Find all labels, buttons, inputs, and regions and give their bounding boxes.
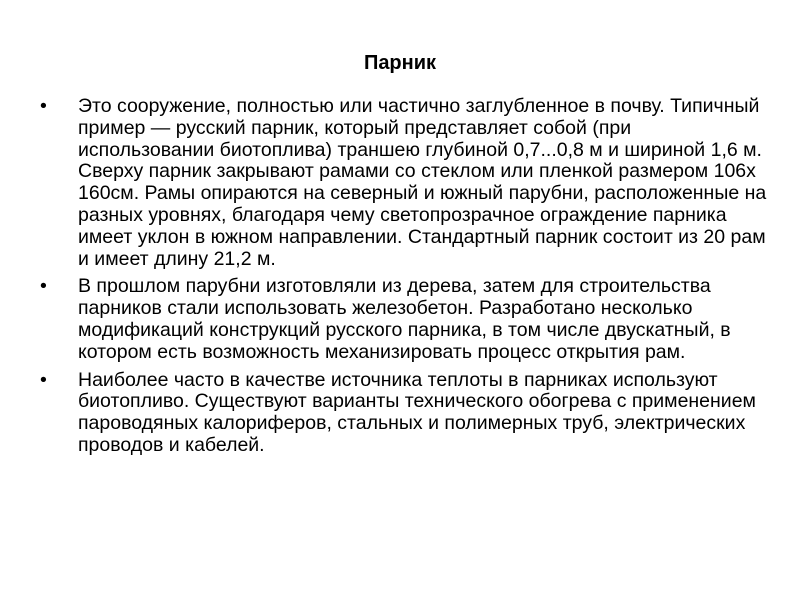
bullet-marker: • (40, 275, 47, 298)
bullet-list (40, 96, 770, 463)
bullet-item (40, 96, 770, 270)
bullet-marker: • (40, 95, 47, 117)
bullet-text: В прошлом парубни изготовляли из дерева, затем для строительства парников стали использовать железобетон. Разработано несколько модификаций конструкций русского парника, в том числе двускатный, в котором есть возможность механизировать процесс открытия рам. (78, 275, 731, 363)
bullet-marker: • (40, 368, 47, 391)
slide-title: Парник (363, 52, 437, 74)
bullet-item (40, 276, 770, 363)
bullet-text: Это сооружение, полностью или частично заглубленное в почву. Типичный пример — русский парник, который представляет собой (при использовании биотоплива) траншею глубиной 0,7...0,8 м и шириной 1,6 м. Сверху парник закрывают рамами со стеклом или пленкой размером 106х 160см. Рамы опираются на северный и южный парубни, расположенные на разных уровнях, благодаря чему светопрозрачное ограждение парника имеет уклон в южном направлении. Стандартный парник состоит из 20 рам и имеет длину 21,2 м. (78, 95, 767, 270)
bullet-text: Наиболее часто в качестве источника теплоты в парниках используют биотопливо. Существуют варианты технического обогрева с применением пароводяных калориферов, стальных и полимерных труб, электрических проводов и кабелей. (78, 368, 756, 456)
bullet-item (40, 370, 770, 457)
